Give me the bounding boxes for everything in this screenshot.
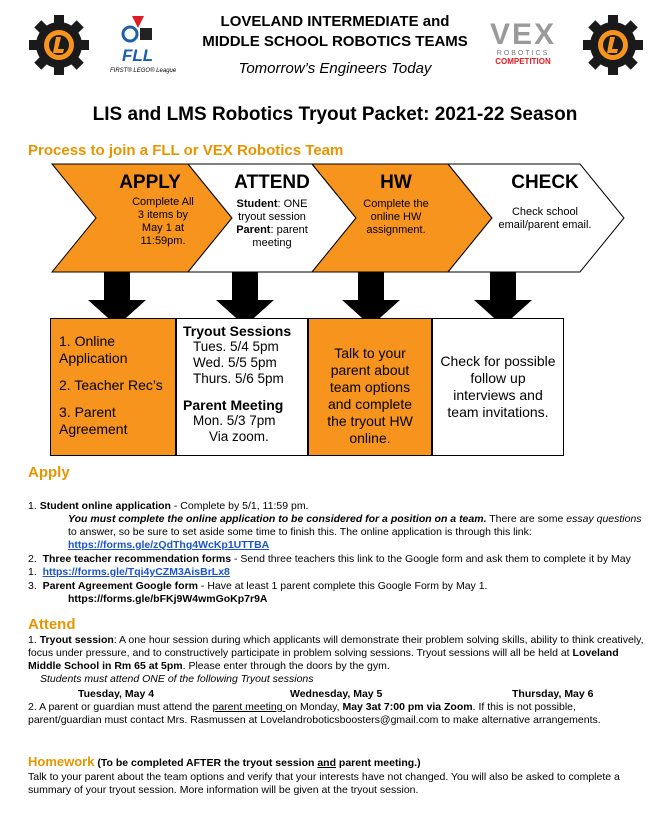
- step-check: CHECK Check school email/parent email.: [498, 172, 592, 231]
- fll-logo: FLL FIRST® LEGO® League: [110, 12, 170, 82]
- step-attend: ATTEND Student: ONE tryout session Parent: parent meeting: [234, 172, 310, 249]
- process-arrows: [0, 0, 670, 320]
- attend-item-1: 1. Tryout session: A one hour session during which applicants will demonstrate their problem solving skills, ability to think creatively, focus under pressure, and to constructively participate in problem solving sessions. Tryout sessions will all be held at Loveland Middle School in Rm 65 at 5pm. Please enter through the doors by the gym. Students must attend ONE of the following Tryout sessions: [28, 634, 644, 685]
- tryout-day-tuesday: Tuesday, May 4: [78, 688, 155, 700]
- header-tagline: Tomorrow’s Engineers Today: [238, 60, 432, 77]
- tryout-day-thursday: Thursday, May 6: [512, 688, 594, 700]
- vex-logo: VEX ROBOTICS COMPETITION: [489, 18, 557, 66]
- page-title: LIS and LMS Robotics Tryout Packet: 2021-22 Season: [92, 104, 578, 125]
- process-heading: Process to join a FLL or VEX Robotics Team: [28, 142, 344, 159]
- header-title: LOVELAND INTERMEDIATE and MIDDLE SCHOOL ROBOTICS TEAMS: [202, 13, 468, 50]
- tryout-day-wednesday: Wednesday, May 5: [290, 688, 383, 700]
- apply-item-1: 1. Student online application - Complete by 5/1, 11:59 pm. You must complete the online application to be considered for a position on a team. There are some essay questions to answer, so be sure to set aside some time to finish this. The online application is through this link: https://forms.gle/zQdThg4WcKp1UTTBA: [28, 500, 642, 551]
- box-hw: Talk to your parent about team options and complete the tryout HW online.: [308, 318, 432, 456]
- box-check: Check for possible follow up interviews and team invitations.: [432, 318, 564, 456]
- teacher-rec-link[interactable]: https://forms.gle/Tqi4yCZM3AisBrLx8: [42, 566, 230, 578]
- parent-agreement-link[interactable]: https://forms.gle/bFKj9W4wmGoKp7r9A: [68, 593, 268, 605]
- box-apply-items: 1. Online Application 2. Teacher Rec’s 3. Parent Agreement: [50, 318, 176, 456]
- box-sessions: Tryout Sessions Tues. 5/4 5pm Wed. 5/5 5pm Thurs. 5/6 5pm Parent Meeting Mon. 5/3 7pm Via zoom.: [176, 318, 308, 456]
- apply-item-3: 3. Parent Agreement Google form - Have at least 1 parent complete this Google Form by May 1. https://forms.gle/bFKj9W4wmGoKp7r9A: [28, 580, 488, 605]
- attend-heading: Attend: [28, 616, 76, 633]
- homework-text: Talk to your parent about the team options and verify that your interests have not changed. You will also be asked to complete a summary of your tryout session. More information will be given at the tryout session.: [28, 771, 620, 796]
- application-link[interactable]: https://forms.gle/zQdThg4WcKp1UTTBA: [68, 539, 270, 551]
- apply-item-2: 2. Three teacher recommendation forms - Send three teachers this link to the Google form and ask them to complete it by May 1. https://forms.gle/Tqi4yCZM3AisBrLx8: [28, 553, 631, 578]
- homework-heading: Homework (To be completed AFTER the tryout session and parent meeting.): [28, 754, 421, 769]
- step-apply: APPLY Complete All 3 items by May 1 at 11:59pm.: [119, 172, 194, 247]
- attend-item-2: 2. A parent or guardian must attend the parent meeting on Monday, May 3at 7:00 pm via Zoom. If this is not possible, parent/guardian must contact Mrs. Rasmussen at Lovelandroboticsboosters@gmail.com to make alternative arrangements.: [28, 701, 601, 726]
- step-hw: HW Complete the online HW assignment.: [363, 172, 429, 236]
- apply-heading: Apply: [28, 464, 70, 481]
